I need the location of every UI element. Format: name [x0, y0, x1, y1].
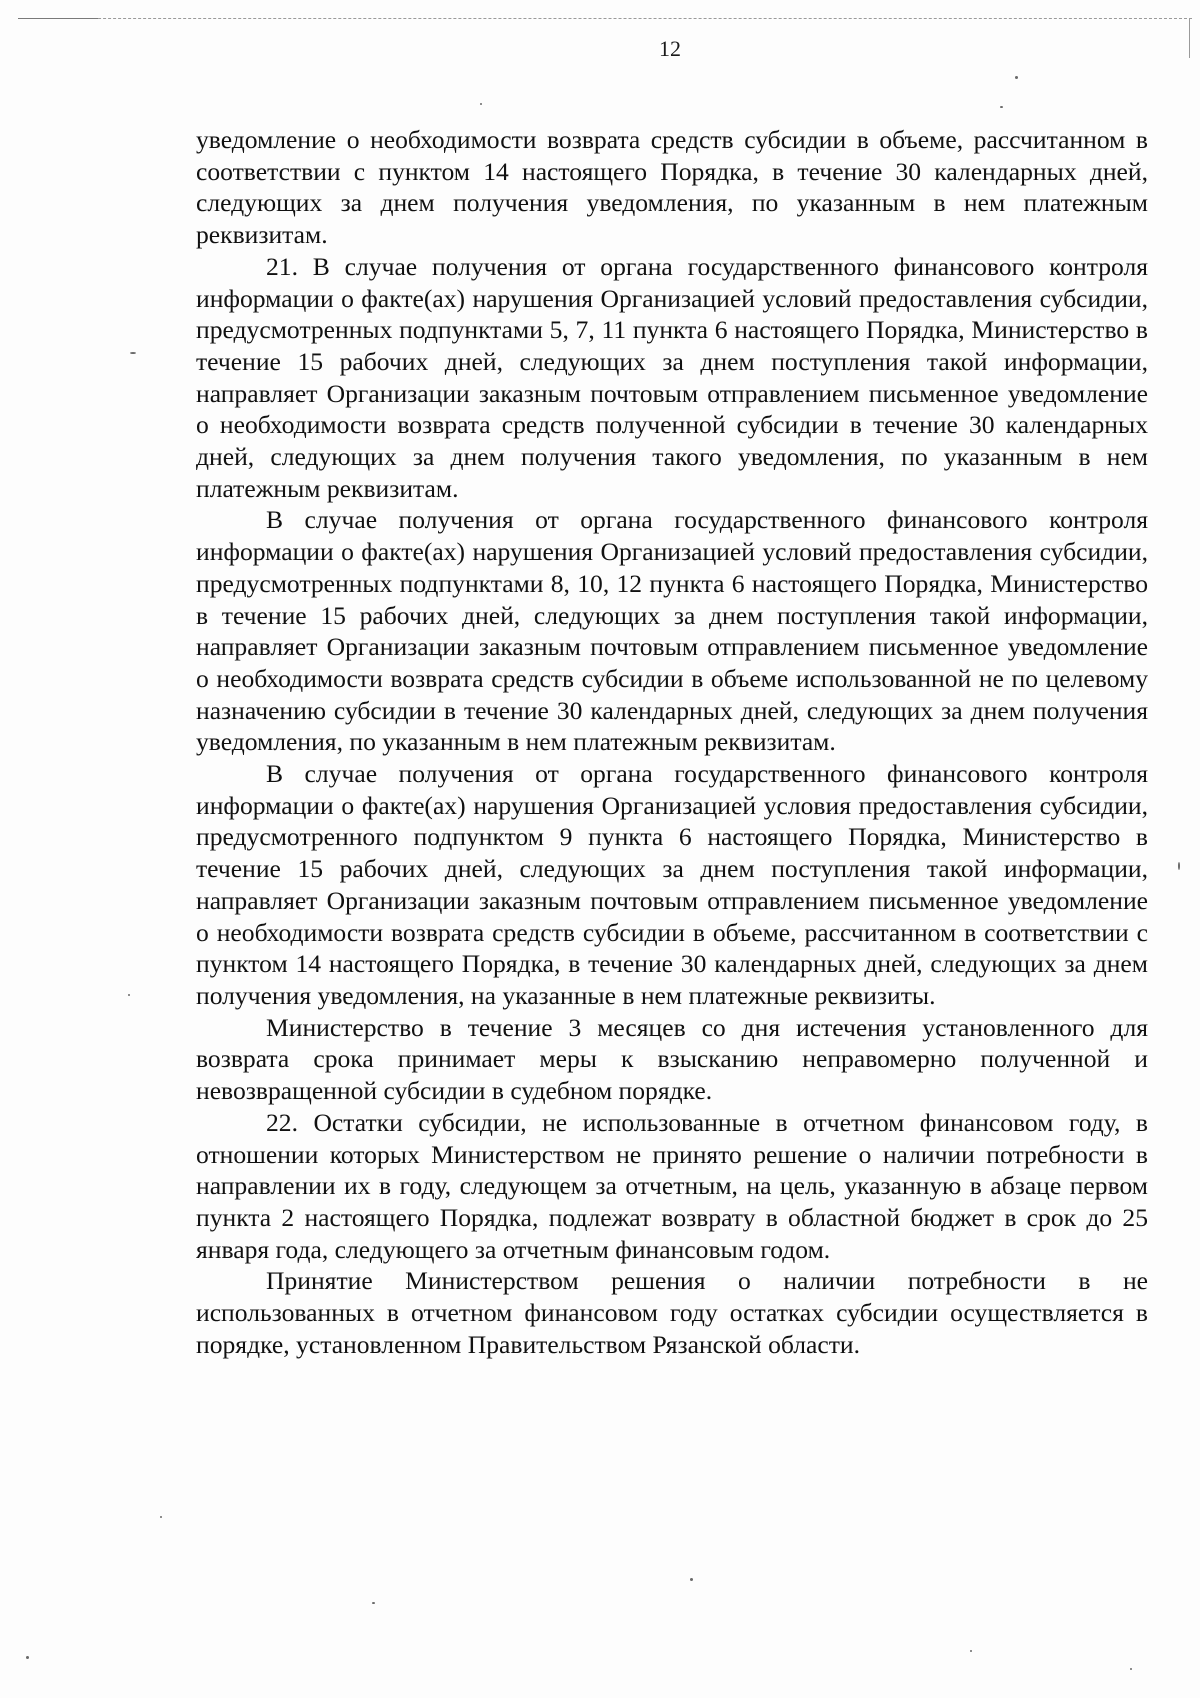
- paragraph-21-fourth: Министерство в течение 3 месяцев со дня истечения установленного для возврата срока принимает меры к взысканию неправомерно полученной и невозвращенной субсидии в судебном порядке.: [196, 1012, 1148, 1106]
- paragraph-22: 22. Остатки субсидии, не использованные в отчетном финансовом году, в отношении которых Министерством не принято решение о наличии потребности в направлении их в году, следующем за отчетным, на цель, указанную в абзаце первом пункта 2 настоящего Порядка, подлежат возврату в областной бюджет в срок до 25 января года, следующего за отчетным финансовым годом.: [196, 1107, 1148, 1264]
- page-number: 12: [659, 36, 681, 61]
- scan-edge-top: [18, 18, 1192, 19]
- scan-speck: [1015, 76, 1018, 79]
- paragraph-continued: уведомление о необходимости возврата средств субсидии в объеме, рассчитанном в соответствии с пунктом 14 настоящего Порядка, в течение 30 календарных дней, следующих за днем получения уведомления, по указанным в нем платежным реквизитам.: [196, 125, 1148, 250]
- scan-speck: [130, 352, 136, 354]
- scan-edge-top-left: [18, 18, 98, 19]
- scan-speck: [26, 1656, 29, 1659]
- scan-speck: [128, 994, 130, 996]
- paragraph-22-second: Принятие Министерством решения о наличии потребности в не использованных в отчетном финансовом году остатках субсидии осуществляется в порядке, установленном Правительством Рязанской области.: [196, 1266, 1148, 1359]
- scan-speck: [970, 1650, 972, 1652]
- paragraph-21-second: В случае получения от органа государственного финансового контроля информации о факте(ах) нарушения Организацией условий предоставления субсидии, предусмотренных подпунктами 8, 10, 12 пункта 6 настоящего Порядка, Министерство в течение 15 рабочих дней, следующих за днем поступления такой информации, направляет Организации заказным почтовым отправлением письменное уведомление о необходимости возврата средств субсидии в объеме использованной не по целевому назначению субсидии в течение 30 календарных дней, следующих за днем получения уведомления, по указанным в нем платежным реквизитам.: [196, 505, 1148, 757]
- document-body: [196, 124, 1148, 1360]
- scan-speck: [690, 1578, 693, 1581]
- paragraph-21-third: В случае получения от органа государственного финансового контроля информации о факте(ах) нарушения Организацией условия предоставления субсидии, предусмотренного подпунктом 9 пункта 6 настоящего Порядка, Министерство в течение 15 рабочих дней, следующих за днем поступления такой информации, направляет Организации заказным почтовым отправлением письменное уведомление о необходимости возврата средств субсидии в объеме, рассчитанном в соответствии с пунктом 14 настоящего Порядка, в течение 30 календарных дней, следующих за днем получения уведомления, на указанные в нем платежные реквизиты.: [196, 759, 1148, 1010]
- paragraph-21: 21. В случае получения от органа государственного финансового контроля информации о факте(ах) нарушения Организацией условий предоставления субсидии, предусмотренных подпунктами 5, 7, 11 пункта 6 настоящего Порядка, Министерство в течение 15 рабочих дней, следующих за днем поступления такой информации, направляет Организации заказным почтовым отправлением письменное уведомление о необходимости возврата средств полученной субсидии в течение 30 календарных дней, следующих за днем получения такого уведомления, по указанным в нем платежным реквизитам.: [196, 251, 1148, 503]
- scan-speck: [1000, 106, 1003, 108]
- scan-speck: [480, 103, 482, 105]
- scan-speck: [372, 1602, 375, 1604]
- scan-speck: [1130, 1668, 1132, 1670]
- scan-speck: [160, 1516, 162, 1518]
- scan-speck: [1178, 862, 1180, 870]
